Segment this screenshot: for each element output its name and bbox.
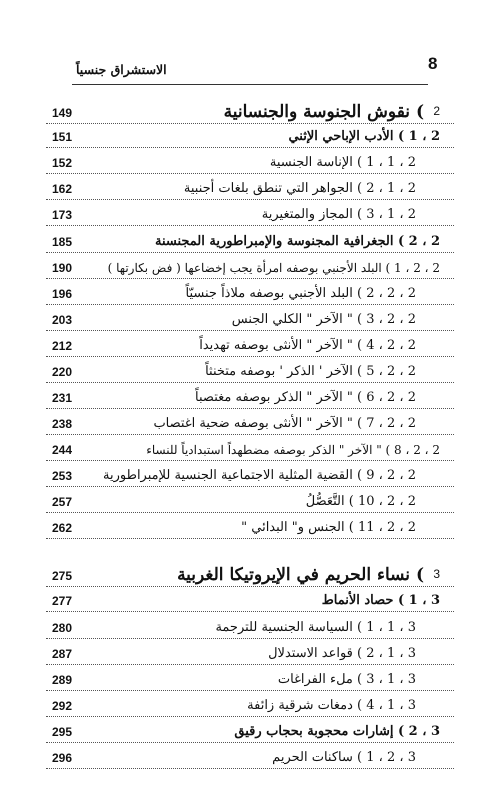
toc-page-number: 231 xyxy=(52,391,73,405)
toc-subsection-row xyxy=(0,639,500,665)
toc-page-number: 257 xyxy=(52,495,73,509)
toc-subsection-row xyxy=(0,613,500,639)
toc-page-number: 185 xyxy=(52,235,73,249)
toc-entry-title: 2 ، 2 ، 9 ) القضية المثلية الاجتماعية الجنسية للإمبراطورية xyxy=(103,468,416,483)
toc-page-number: 289 xyxy=(52,673,73,687)
dotted-leader xyxy=(46,768,454,769)
toc-entry-title: ) نساء الحريم في الإيروتيكا الغربية xyxy=(177,565,424,585)
toc-subsection-row xyxy=(0,691,500,717)
toc-entry-title: 3 ، 1 ، 4 ) دمغات شرقية زائفة xyxy=(247,698,416,713)
toc-page-number: 173 xyxy=(52,208,73,222)
toc-subsection-row xyxy=(0,665,500,691)
toc-subsection-row xyxy=(0,513,500,539)
toc-subsection-row xyxy=(0,200,500,226)
toc-entry-title: 2 ، 2 ، 4 ) " الآخر " الأنثى بوصفه تهديداً xyxy=(199,338,416,353)
toc-entry-title: 2 ، 2 ، 1 ) البلد الأجنبي بوصفه امرأة يجب إخضاعها ( فض بكارتها ) xyxy=(107,261,440,275)
toc-chapter-number: 3 xyxy=(433,567,440,581)
toc-subsection-row xyxy=(0,461,500,487)
toc-page-number: 262 xyxy=(52,521,73,535)
toc-section-row xyxy=(0,227,500,253)
toc-page-number: 296 xyxy=(52,751,73,765)
toc-entry-title: 2 ، 2 ، 2 ) البلد الأجنبي بوصفه ملاذاً جنسيّاً xyxy=(185,286,416,301)
toc-section-row xyxy=(0,122,500,148)
toc-page-number: 149 xyxy=(52,106,73,120)
toc-page-number: 190 xyxy=(52,261,73,275)
toc-page-number: 162 xyxy=(52,182,73,196)
toc-entry-title: 3 ، 1 ، 1 ) السياسة الجنسية للترجمة xyxy=(215,620,416,635)
toc-page-number: 151 xyxy=(52,130,73,144)
toc-entry-title: 2 ، 1 ) الأدب الإباحي الإثني xyxy=(288,129,440,144)
toc-subsection-row xyxy=(0,174,500,200)
toc-entry-title: 2 ، 2 ، 3 ) " الآخر " الكلي الجنس xyxy=(231,312,416,327)
toc-subsection-row xyxy=(0,253,500,279)
toc-entry-title: 2 ، 2 ) الجغرافية المجنوسة والإمبراطورية المجنسنة xyxy=(154,234,440,249)
toc-entry-title: 2 ، 1 ، 1 ) الإناسة الجنسية xyxy=(269,155,416,170)
toc-page-number: 275 xyxy=(52,569,73,583)
toc-chapter-number: 2 xyxy=(433,104,440,118)
toc-entry-title: 2 ، 1 ، 3 ) المجاز والمتغيرية xyxy=(261,207,416,222)
running-title: الاستشراق جنسياً xyxy=(76,62,167,77)
toc-subsection-row xyxy=(0,305,500,331)
toc-subsection-row xyxy=(0,409,500,435)
toc-entry-title: 2 ، 2 ، 11 ) الجنس و" البدائي " xyxy=(241,520,416,535)
toc-section-row xyxy=(0,717,500,743)
page-number: 8 xyxy=(428,54,438,73)
toc-entry-title: 2 ، 1 ، 2 ) الجواهر التي تنطق بلغات أجنبية xyxy=(183,181,416,196)
toc-entry-title: 3 ، 1 ، 2 ) قواعد الاستدلال xyxy=(268,646,416,661)
toc-entry-title: 3 ، 1 ، 3 ) ملء الفراغات xyxy=(277,672,416,687)
toc-subsection-row xyxy=(0,148,500,174)
toc-entry-title: ) نقوش الجنوسة والجنسانية xyxy=(223,102,424,122)
running-header xyxy=(0,54,500,78)
dotted-leader xyxy=(46,225,454,226)
toc-page-number: 287 xyxy=(52,647,73,661)
toc-subsection-row xyxy=(0,331,500,357)
toc-entry-title: 2 ، 2 ، 7 ) " الآخر " الأنثى بوصفه ضحية اغتصاب xyxy=(153,416,416,431)
toc-entry-title: 3 ، 1 ) حصاد الأنماط xyxy=(321,593,440,608)
toc-page-number: 244 xyxy=(52,443,73,457)
toc-chapter-row xyxy=(0,561,500,587)
toc-page-number: 220 xyxy=(52,365,73,379)
header-rule xyxy=(72,84,428,85)
toc-chapter-row xyxy=(0,98,500,124)
toc-entry-title: 2 ، 2 ، 8 ) " الآخر " الذكر بوصفه مضطهداً استبدادياً للنساء xyxy=(146,443,440,457)
toc-page-number: 212 xyxy=(52,339,73,353)
dotted-leader xyxy=(46,611,454,612)
toc-page-number: 196 xyxy=(52,287,73,301)
toc-subsection-row xyxy=(0,279,500,305)
toc-page-number: 280 xyxy=(52,621,73,635)
toc-page-number: 277 xyxy=(52,594,73,608)
toc-entry-title: 3 ، 2 ، 1 ) ساكنات الحريم xyxy=(272,750,416,765)
toc-page-number: 253 xyxy=(52,469,73,483)
toc-section-row xyxy=(0,586,500,612)
toc-entry-title: 3 ، 2 ) إشارات محجوبة بحجاب رقيق xyxy=(234,724,440,739)
toc-subsection-row xyxy=(0,743,500,769)
toc-entry-title: 2 ، 2 ، 10 ) التَّعَصُّلُ xyxy=(305,494,416,509)
dotted-leader xyxy=(46,538,454,539)
toc-page-number: 292 xyxy=(52,699,73,713)
toc-subsection-row xyxy=(0,383,500,409)
toc-entry-title: 2 ، 2 ، 6 ) " الآخر " الذكر بوصفه مغتصباً xyxy=(195,390,416,405)
toc-page-number: 152 xyxy=(52,156,73,170)
toc-subsection-row xyxy=(0,435,500,461)
toc-page-number: 203 xyxy=(52,313,73,327)
toc-subsection-row xyxy=(0,487,500,513)
toc-page-number: 295 xyxy=(52,725,73,739)
toc-subsection-row xyxy=(0,357,500,383)
toc-entry-title: 2 ، 2 ، 5 ) الآخر ' الذكر ' بوصفه متخنثاً xyxy=(205,364,416,379)
toc-page-number: 238 xyxy=(52,417,73,431)
